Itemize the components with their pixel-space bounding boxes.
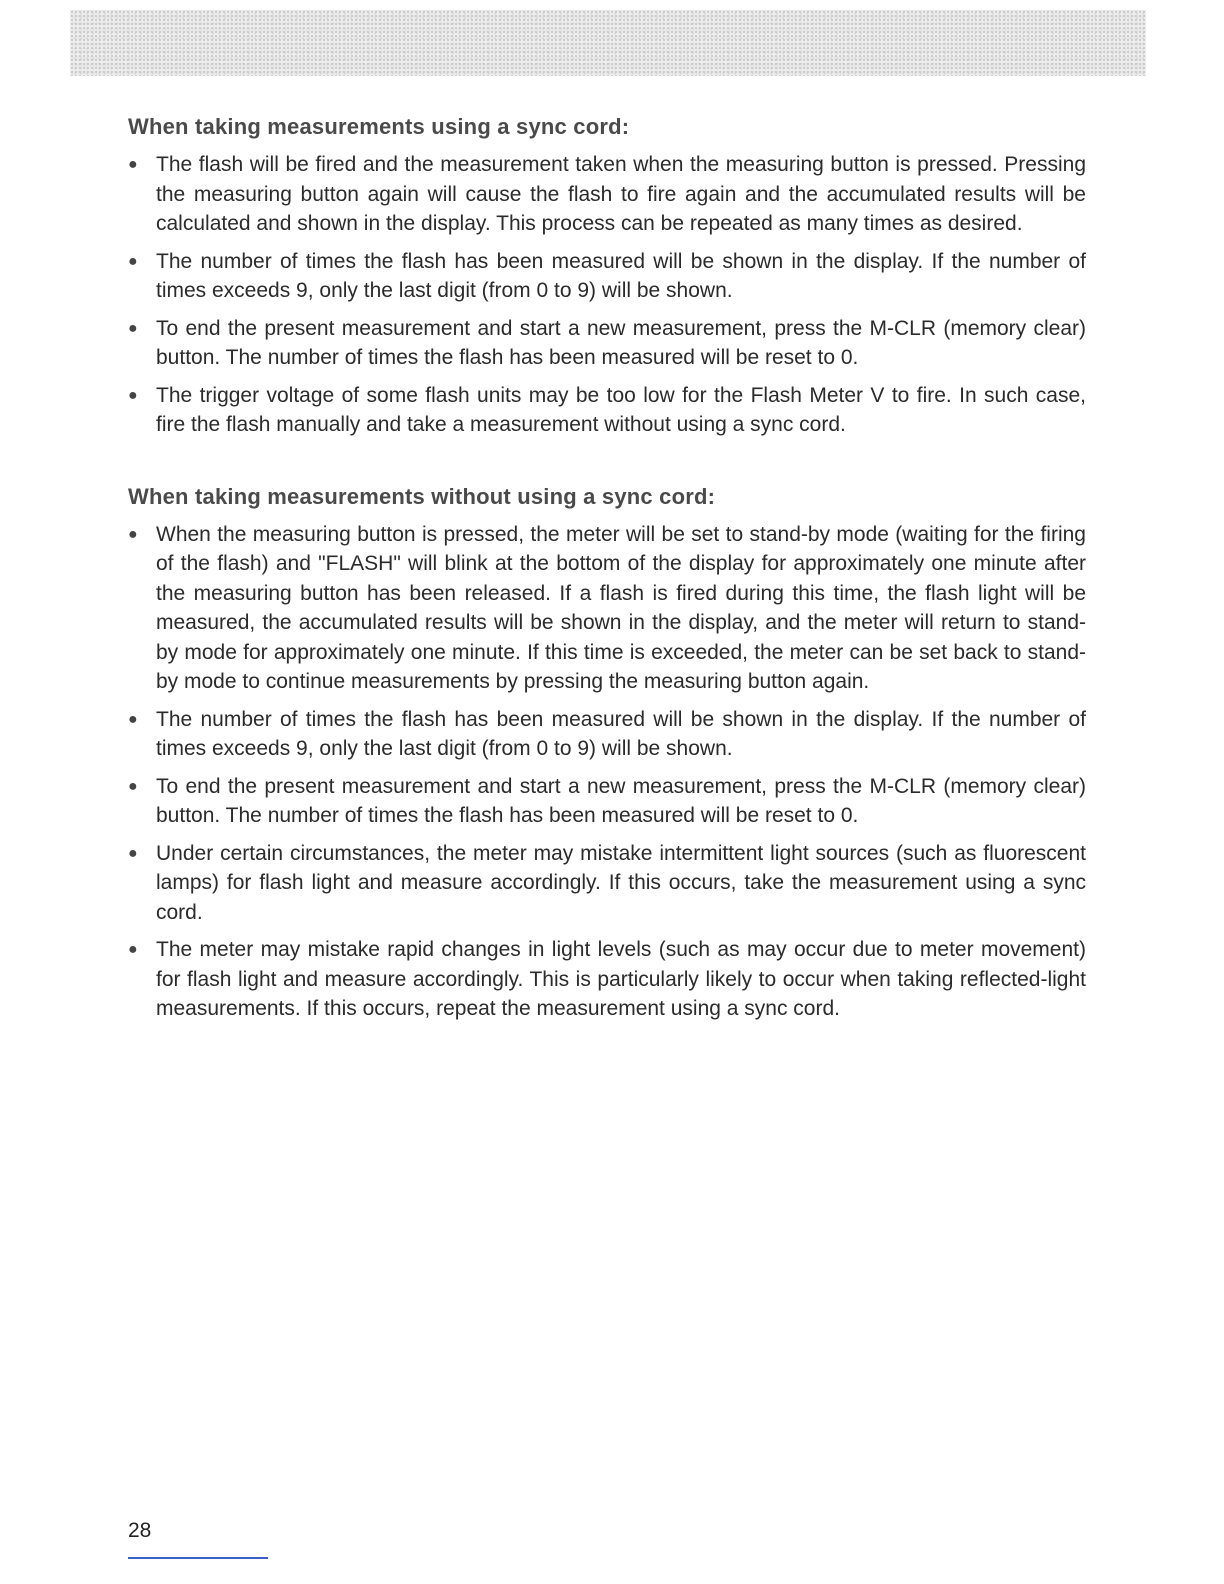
list-item [128, 839, 1086, 928]
list-item [128, 705, 1086, 764]
bullet-icon: ● [128, 525, 138, 543]
bullet-icon: ● [128, 710, 138, 728]
page-content [128, 112, 1086, 1032]
list-item-text: The trigger voltage of some flash units may be too low for the Flash Meter V to fire. In such case, fire the flash manually and take a measurement without using a sync cord. [156, 383, 1086, 436]
bullet-icon: ● [128, 844, 138, 862]
list-item [128, 772, 1086, 831]
list-item-text: To end the present measurement and start a new measurement, press the M-CLR (memory clear) button. The number of times the flash has been measured will be reset to 0. [156, 774, 1086, 827]
list-item [128, 381, 1086, 440]
section-heading-with-sync-cord: When taking measurements using a sync cord: [128, 114, 630, 139]
bullet-icon: ● [128, 777, 138, 795]
bullet-icon: ● [128, 319, 138, 337]
bullet-list-with-sync-cord [128, 150, 1086, 440]
section-heading-without-sync-cord: When taking measurements without using a sync cord: [128, 483, 716, 509]
list-item-text: The number of times the flash has been measured will be shown in the display. If the number of times exceeds 9, only the last digit (from 0 to 9) will be shown. [156, 249, 1086, 302]
list-item [128, 150, 1086, 239]
bullet-icon: ● [128, 252, 138, 270]
bullet-icon: ● [128, 156, 138, 173]
header-texture-band [70, 10, 1146, 76]
list-item [128, 247, 1086, 306]
bullet-list-without-sync-cord [128, 520, 1086, 1024]
list-item [128, 314, 1086, 373]
bullet-icon: ● [128, 386, 138, 404]
bullet-icon: ● [128, 941, 138, 958]
page-number: 28 [128, 1519, 152, 1542]
list-item-text: When the measuring button is pressed, the meter will be set to stand-by mode (waiting for the firing of the flash) and "FLASH" will blink at the bottom of the display for approximately one minute after the measuring button has been released. If a flash is fired during this time, the flash light will be measured, the accumulated results will be shown in the display, and the meter will return to stand-by mode for approximately one minute. If this time is exceeded, the meter can be set back to stand-by mode to continue measurements by pressing the measuring button again. [156, 522, 1086, 693]
list-item [128, 935, 1086, 1024]
list-item-text: The number of times the flash has been measured will be shown in the display. If the number of times exceeds 9, only the last digit (from 0 to 9) will be shown. [156, 707, 1086, 760]
list-item [128, 520, 1086, 697]
list-item-text: The flash will be fired and the measurement taken when the measuring button is pressed. Pressing the measuring button again will cause the flash to fire again and the accumulated results will be calculated and shown in the display. This process can be repeated as many times as desired. [156, 153, 1086, 235]
list-item-text: To end the present measurement and start a new measurement, press the M-CLR (memory clear) button. The number of times the flash has been measured will be reset to 0. [156, 316, 1086, 369]
list-item-text: Under certain circumstances, the meter may mistake intermittent light sources (such as fluorescent lamps) for flash light and measure accordingly. If this occurs, take the measurement using a sync cord. [156, 841, 1086, 924]
footer-rule [128, 1557, 268, 1559]
list-item-text: The meter may mistake rapid changes in light levels (such as may occur due to meter movement) for flash light and measure accordingly. This is particularly likely to occur when taking reflected-light measurements. If this occurs, repeat the measurement using a sync cord. [156, 938, 1086, 1020]
